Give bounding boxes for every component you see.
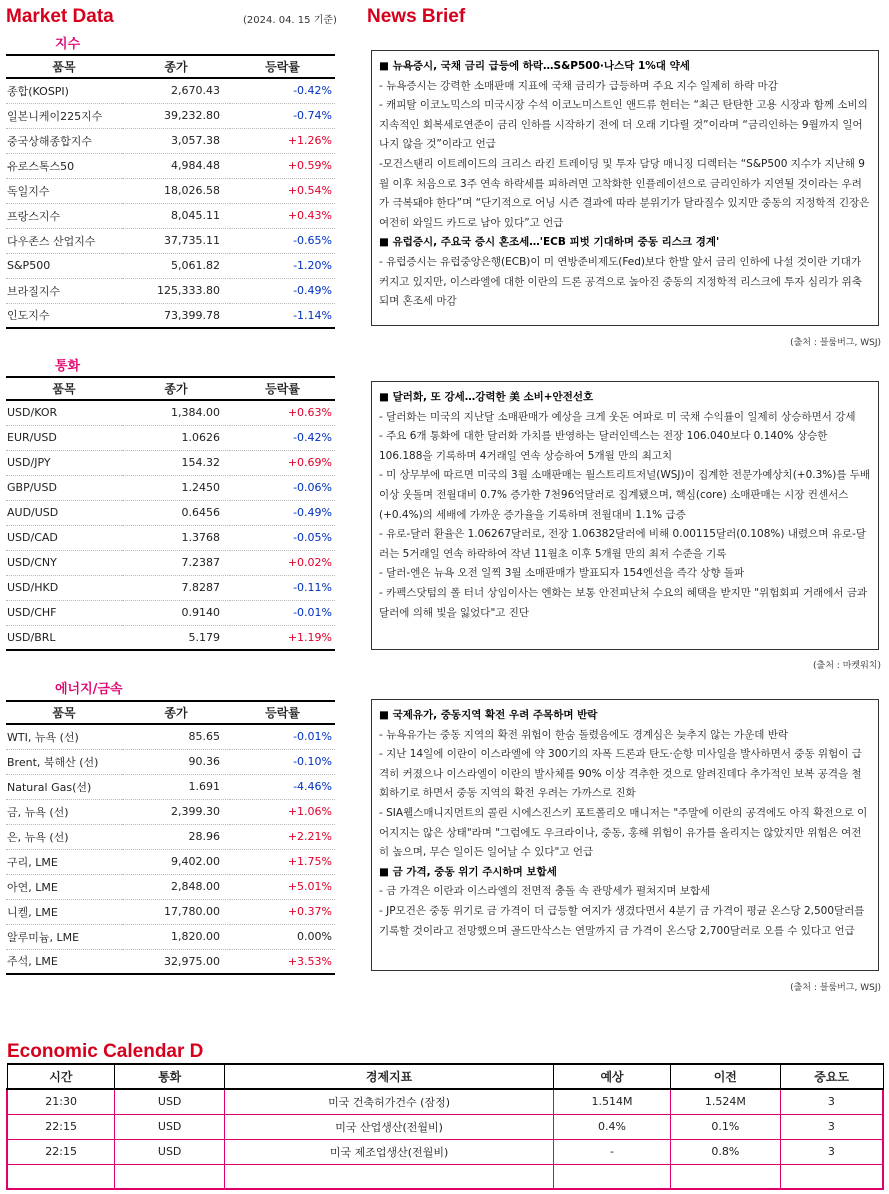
news-paragraph: - 캐피탈 이코노믹스의 미국시장 수석 이코노미스트인 앤드류 헌터는 “최근 탄탄한 고용 시장과 함께 소비의 지속적인 회복세로연준이 금리 인하를 시작하기 전에 더 오래 기다릴 것”이라며 “금리인하는 9월까지 일어나지 않을 것”이라고 언급 [379,99,868,151]
indices-table [6,54,335,329]
calendar-cell: 미국 제조업생산(전월비) [225,1139,554,1164]
item-name: 주석, LME [6,949,122,974]
item-name: USD/CAD [6,525,122,550]
change-rate: +1.75% [230,849,335,874]
news-paragraph: - 미 상무부에 따르면 미국의 3월 소매판매는 월스트리트저널(WSJ)이 집계한 전문가예상치(+0.3%)를 두배 이상 웃돌며 전월대비 0.7% 증가한 7천96억달러로 집계됐으며, 핵심(core) 소매판매는 시장 컨센서스(+0.4%)의 세배에 가까운 증가율을 기록하며 전월대비 1.1% 급증 [379,469,871,521]
close-value: 2,399.30 [122,799,230,824]
change-rate: -4.46% [230,774,335,799]
table-row [6,525,335,550]
news-paragraph: - 달러화는 미국의 지난달 소매판매가 예상을 크게 웃돈 여파로 미 국채 수익률이 일제히 상승하면서 강세 [379,410,856,423]
table-row [6,475,335,500]
calendar-cell [780,1164,883,1189]
calendar-col-header: 시간 [7,1064,115,1089]
currency-table [6,376,335,651]
change-rate: -0.49% [230,278,335,303]
table-row [6,550,335,575]
close-value: 2,848.00 [122,874,230,899]
change-rate: -0.42% [230,425,335,450]
table-row [6,874,335,899]
news-paragraph: - JP모건은 중동 위기로 금 가격이 더 급등할 여지가 생겼다면서 4분기 금 가격이 평균 온스당 2,500달러를 기록할 것이라고 전망했으며 골드만삭스는 연말까지 금 가격이 온스당 2,700달러로 오를 수 있다고 언급 [379,904,865,937]
table-row [6,303,335,328]
close-value: 18,026.58 [122,178,230,203]
calendar-col-header: 예상 [554,1064,671,1089]
col-header-close: 종가 [122,701,230,724]
calendar-col-header: 경제지표 [225,1064,554,1089]
change-rate: +5.01% [230,874,335,899]
news-paragraph: - SIA웰스매니지먼트의 콜린 시에스진스키 포트폴리오 매니저는 "주말에 이란의 공격에도 아직 확전으로 이어지지는 않은 상태"라며 "그럼에도 우크라이나, 중동, 홍해 위험이 유가를 올리지는 않았지만 위험은 여전히 높으며, 무슨 일이든 일어날 수 있다"고 언급 [379,806,868,859]
close-value: 7.2387 [122,550,230,575]
change-rate: +1.19% [230,625,335,650]
item-name: USD/HKD [6,575,122,600]
calendar-cell: 미국 산업생산(전월비) [225,1114,554,1139]
item-name: GBP/USD [6,475,122,500]
close-value: 4,984.48 [122,153,230,178]
close-value: 0.6456 [122,500,230,525]
item-name: 은, 뉴욕 (선) [6,824,122,849]
news-source-currency: (출처 : 마켓워치) [813,661,881,671]
col-header-change: 등락률 [230,377,335,400]
close-value: 5,061.82 [122,253,230,278]
close-value: 1.0626 [122,425,230,450]
change-rate: 0.00% [230,924,335,949]
close-value: 37,735.11 [122,228,230,253]
close-value: 2,670.43 [122,78,230,103]
news-headline: ■ 국제유가, 중동지역 확전 우려 주목하며 반락 [379,709,598,721]
calendar-cell: 22:15 [7,1114,115,1139]
table-row [6,203,335,228]
change-rate: +0.63% [230,400,335,425]
item-name: USD/KOR [6,400,122,425]
calendar-cell: USD [115,1089,225,1114]
col-header-item: 품목 [6,377,122,400]
table-row [6,749,335,774]
news-headline: ■ 뉴욕증시, 국채 금리 급등에 하락…S&P500·나스닥 1%대 약세 [379,60,690,72]
change-rate: -0.49% [230,500,335,525]
calendar-cell: USD [115,1139,225,1164]
energy-table [6,700,335,975]
market-data-title: Market Data [6,6,114,27]
close-value: 125,333.80 [122,278,230,303]
change-rate: -0.11% [230,575,335,600]
news-paragraph: - 금 가격은 이란과 이스라엘의 전면적 충돌 속 관망세가 펼쳐지며 보합세 [379,885,711,898]
news-paragraph: - 뉴욕유가는 중동 지역의 확전 위험이 한숨 돌렸음에도 경계심은 늦추지 않는 가운데 반락 [379,728,788,741]
close-value: 1,820.00 [122,924,230,949]
table-row [6,128,335,153]
item-name: USD/CNY [6,550,122,575]
news-headline: ■ 금 가격, 중동 위기 주시하며 보합세 [379,865,557,878]
item-name: 다우존스 산업지수 [6,228,122,253]
close-value: 32,975.00 [122,949,230,974]
calendar-cell [670,1164,780,1189]
close-value: 7.8287 [122,575,230,600]
calendar-cell: 1.524M [670,1089,780,1114]
news-paragraph: - 달러-엔은 뉴욕 오전 일찍 3월 소매판매가 발표되자 154엔선을 즉각 상향 돌파 [379,567,745,580]
item-name: 니켈, LME [6,899,122,924]
calendar-cell: 21:30 [7,1089,115,1114]
close-value: 9,402.00 [122,849,230,874]
news-paragraph: - 카펙스닷텀의 폴 터너 상임이사는 엔화는 보통 안전피난처 수요의 혜택을 받지만 "위험회피 거래에서 금과 달러에 의해 빛을 잃었다"고 진단 [379,586,868,619]
calendar-row [7,1089,883,1114]
calendar-cell: 0.8% [670,1139,780,1164]
table-row [6,400,335,425]
item-name: WTI, 뉴욕 (선) [6,724,122,749]
item-name: USD/BRL [6,625,122,650]
table-row [6,949,335,974]
item-name: S&P500 [6,253,122,278]
change-rate: -0.65% [230,228,335,253]
close-value: 1.691 [122,774,230,799]
table-row [6,153,335,178]
news-paragraph: - 유럽증시는 유럽중앙은행(ECB)이 미 연방준비제도(Fed)보다 한발 앞서 금리 인하에 나설 것이란 기대가 커지고 있지만, 이스라엘에 대한 이란의 드론 공격으로 높아진 중동의 지정학적 리스크에 투자 심리가 위축되며 혼조세 마감 [379,255,862,308]
col-header-item: 품목 [6,701,122,724]
table-row [6,450,335,475]
item-name: 브라질지수 [6,278,122,303]
calendar-cell: 3 [780,1139,883,1164]
calendar-cell: 22:15 [7,1139,115,1164]
item-name: 종합(KOSPI) [6,78,122,103]
calendar-cell [115,1164,225,1189]
calendar-cell: 미국 건축허가건수 (잠정) [225,1089,554,1114]
calendar-cell: 1.514M [554,1089,671,1114]
economic-calendar-title: Economic Calendar D [7,1041,204,1062]
item-name: 알루미늄, LME [6,924,122,949]
item-name: 유로스톡스50 [6,153,122,178]
calendar-row [7,1164,883,1189]
news-brief-title: News Brief [367,6,466,27]
economic-calendar-table [6,1063,884,1190]
change-rate: -1.14% [230,303,335,328]
close-value: 90.36 [122,749,230,774]
item-name: 아연, LME [6,874,122,899]
change-rate: +0.59% [230,153,335,178]
close-value: 0.9140 [122,600,230,625]
change-rate: -0.74% [230,103,335,128]
table-row [6,78,335,103]
news-headline: ■ 유럽증시, 주요국 증시 혼조세…'ECB 피벗 기대하며 중동 리스크 경계' [379,236,720,249]
table-row [6,824,335,849]
news-source-equities: (출처 : 블룸버그, WSJ) [790,338,881,348]
table-row [6,724,335,749]
calendar-col-header: 중요도 [780,1064,883,1089]
change-rate: -0.01% [230,600,335,625]
section-title-indices: 지수 [55,37,81,52]
news-source-commodities: (출처 : 블룸버그, WSJ) [790,983,881,993]
table-row [6,625,335,650]
table-row [6,575,335,600]
item-name: Natural Gas(선) [6,774,122,799]
close-value: 73,399.78 [122,303,230,328]
news-box-commodities [371,699,879,971]
item-name: 독일지수 [6,178,122,203]
col-header-close: 종가 [122,55,230,78]
change-rate: -0.10% [230,749,335,774]
news-paragraph: - 주요 6개 통화에 대한 달러화 가치를 반영하는 달러인덱스는 전장 106.040보다 0.140% 상승한 106.188을 기록하며 4거래일 연속 상승하여 5개월 만의 최고치 [379,430,828,462]
item-name: EUR/USD [6,425,122,450]
news-paragraph: - 뉴욕증시는 강력한 소매판매 지표에 국채 금리가 급등하며 주요 지수 일제히 하락 마감 [379,79,778,92]
table-row [6,278,335,303]
table-row [6,774,335,799]
table-row [6,178,335,203]
close-value: 85.65 [122,724,230,749]
change-rate: +0.54% [230,178,335,203]
col-header-item: 품목 [6,55,122,78]
close-value: 1.2450 [122,475,230,500]
item-name: 구리, LME [6,849,122,874]
table-row [6,899,335,924]
item-name: USD/JPY [6,450,122,475]
calendar-cell: 3 [780,1114,883,1139]
calendar-cell: - [554,1139,671,1164]
close-value: 154.32 [122,450,230,475]
close-value: 17,780.00 [122,899,230,924]
table-row [6,600,335,625]
news-box-equities [371,50,879,326]
change-rate: +2.21% [230,824,335,849]
news-paragraph: -모건스탠리 이트레이드의 크리스 라킨 트레이딩 및 투자 담당 매니징 디렉터는 “S&P500 지수가 지난해 9월 이후 처음으로 3주 연속 하락세를 피하려면 고착화한 인플레이션으로 금리인하가 지연될 것이라는 우려가 극복돼야 한다”며 “단기적으로 어닝 시즌 결과에 따라 분위기가 달라질수 있지만 중동의 지정학적 긴장은 여전히 와일드 카드로 남아 있다”고 언급 [379,157,870,229]
change-rate: +0.43% [230,203,335,228]
change-rate: -0.06% [230,475,335,500]
section-title-currency: 통화 [55,359,81,374]
change-rate: +3.53% [230,949,335,974]
news-box-currency [371,381,879,650]
table-row [6,849,335,874]
calendar-row [7,1114,883,1139]
change-rate: -1.20% [230,253,335,278]
table-row [6,799,335,824]
calendar-col-header: 통화 [115,1064,225,1089]
table-row [6,500,335,525]
news-paragraph: - 지난 14일에 이란이 이스라엘에 약 300기의 자폭 드론과 탄도·순항 미사일을 발사하면서 중동 위험이 급격히 커졌으나 이스라엘이 이란의 발사체를 90% 이상 격추한 것으로 알려진데다 추가적인 보복 공격을 철회하기로 하면서 중동 지역의 확전 우려는 가까스로 진화 [379,748,862,800]
item-name: USD/CHF [6,600,122,625]
table-row [6,924,335,949]
calendar-cell: 0.4% [554,1114,671,1139]
col-header-change: 등락률 [230,701,335,724]
close-value: 1.3768 [122,525,230,550]
item-name: AUD/USD [6,500,122,525]
calendar-cell: 3 [780,1089,883,1114]
item-name: 일본니케이225지수 [6,103,122,128]
change-rate: -0.42% [230,78,335,103]
change-rate: -0.01% [230,724,335,749]
change-rate: +0.69% [230,450,335,475]
calendar-cell [225,1164,554,1189]
table-row [6,425,335,450]
change-rate: -0.05% [230,525,335,550]
section-title-energy: 에너지/금속 [55,682,123,697]
calendar-cell [554,1164,671,1189]
calendar-cell: USD [115,1114,225,1139]
close-value: 8,045.11 [122,203,230,228]
change-rate: +0.37% [230,899,335,924]
close-value: 5.179 [122,625,230,650]
col-header-close: 종가 [122,377,230,400]
news-headline: ■ 달러화, 또 강세…강력한 美 소비+안전선호 [379,391,594,403]
col-header-change: 등락률 [230,55,335,78]
item-name: Brent, 북해산 (선) [6,749,122,774]
table-row [6,253,335,278]
date-note: (2024. 04. 15 기준) [243,15,337,26]
close-value: 39,232.80 [122,103,230,128]
item-name: 프랑스지수 [6,203,122,228]
calendar-row [7,1139,883,1164]
calendar-cell [7,1164,115,1189]
item-name: 금, 뉴욕 (선) [6,799,122,824]
change-rate: +0.02% [230,550,335,575]
calendar-cell: 0.1% [670,1114,780,1139]
close-value: 1,384.00 [122,400,230,425]
item-name: 중국상해종합지수 [6,128,122,153]
table-row [6,103,335,128]
calendar-col-header: 이전 [670,1064,780,1089]
item-name: 인도지수 [6,303,122,328]
change-rate: +1.06% [230,799,335,824]
close-value: 28.96 [122,824,230,849]
change-rate: +1.26% [230,128,335,153]
table-row [6,228,335,253]
news-paragraph: - 유로-달러 환율은 1.06267달러로, 전장 1.06382달러에 비해 0.00115달러(0.108%) 내렸으며 유로-달러는 5거래일 연속 하락하여 작년 11월초 이후 5개월 만의 최저 수준을 기록 [379,528,866,560]
close-value: 3,057.38 [122,128,230,153]
